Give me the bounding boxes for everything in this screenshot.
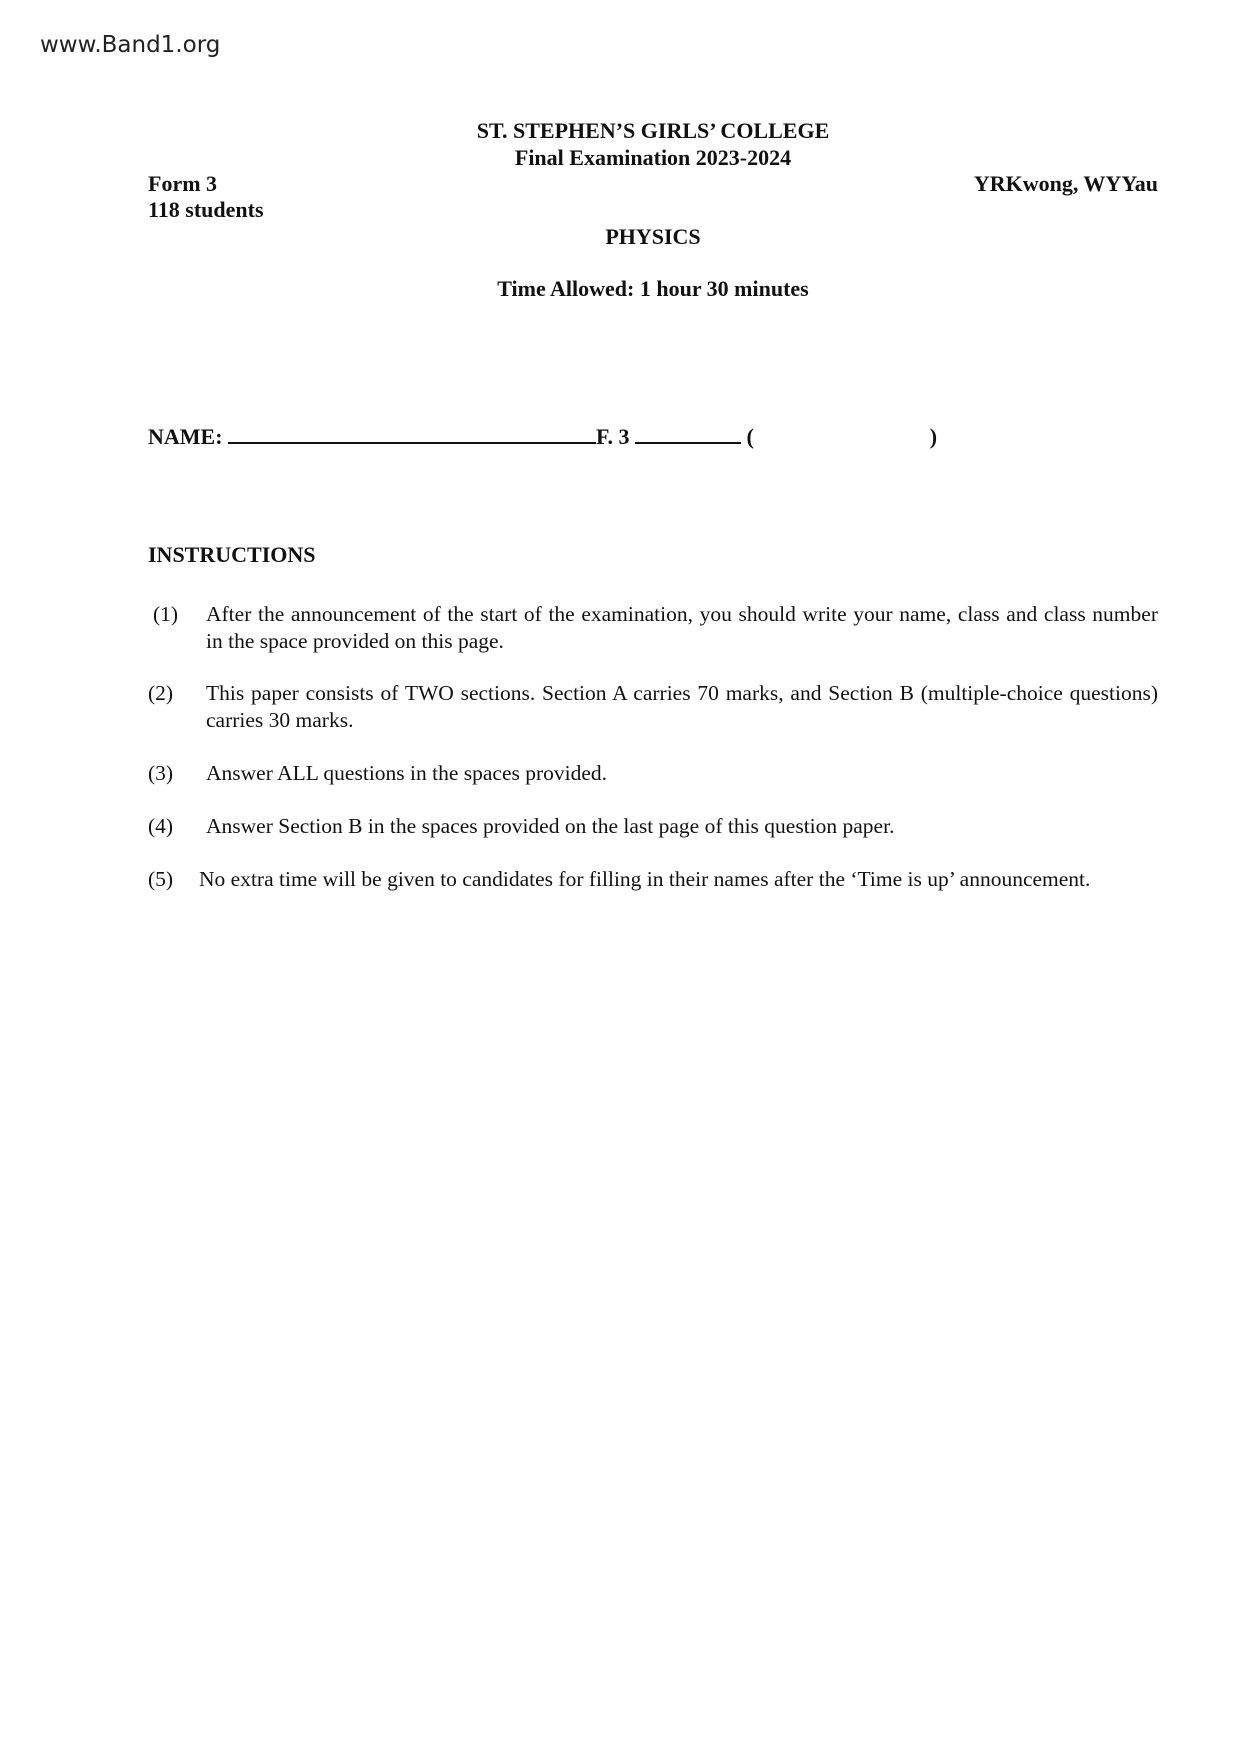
close-paren: ) <box>929 424 938 449</box>
instruction-item <box>148 680 1158 734</box>
instructions-heading: INSTRUCTIONS <box>148 542 316 567</box>
name-line <box>148 422 937 450</box>
item-text: After the announcement of the start of the examination, you should write your name, class and class number in the space provided on this page. <box>206 602 1158 653</box>
item-text: Answer Section B in the spaces provided on the last page of this question paper. <box>206 814 895 838</box>
item-number: (4) <box>148 814 174 838</box>
open-paren: ( <box>746 424 754 449</box>
teachers: YRKwong, WYYau <box>973 171 1158 196</box>
exam-title: Final Examination 2023-2024 <box>514 145 792 170</box>
item-text: No extra time will be given to candidates for filling in their names after the ‘Time is up’ announcement. <box>199 867 1091 891</box>
class-field[interactable] <box>635 422 741 444</box>
instruction-item <box>148 866 1158 893</box>
instruction-item <box>148 813 1158 840</box>
item-number: (3) <box>148 761 174 785</box>
name-field[interactable] <box>228 422 596 444</box>
instruction-item <box>148 760 1158 787</box>
class-label: F. 3 <box>596 424 630 449</box>
instruction-item <box>148 601 1158 655</box>
form-label: Form 3 <box>148 171 218 196</box>
item-number: (1) <box>153 602 179 626</box>
time-allowed: Time Allowed: 1 hour 30 minutes <box>497 276 809 301</box>
item-number: (5) <box>148 867 174 891</box>
school-name: ST. STEPHEN’S GIRLS’ COLLEGE <box>476 118 830 143</box>
item-text: Answer ALL questions in the spaces provided. <box>206 761 608 785</box>
name-label: NAME: <box>148 424 223 449</box>
item-number: (2) <box>148 681 174 705</box>
watermark: www.Band1.org <box>40 32 221 58</box>
subject: PHYSICS <box>605 224 701 249</box>
student-count: 118 students <box>148 197 264 222</box>
item-text: This paper consists of TWO sections. Section A carries 70 marks, and Section B (multiple-choice questions) carries 30 marks. <box>206 681 1158 732</box>
